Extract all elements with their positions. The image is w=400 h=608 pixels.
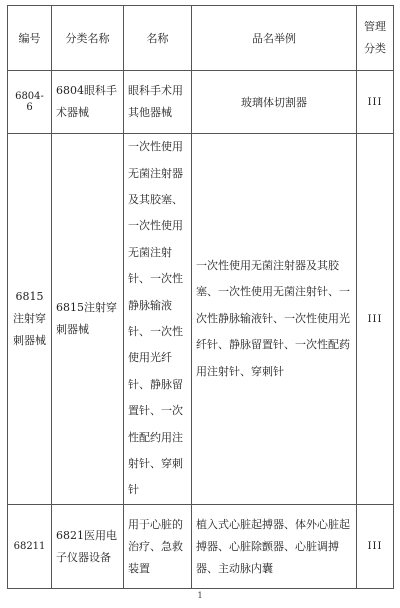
page-number: 1 [197, 591, 203, 600]
header-management: 管理分类 [357, 6, 394, 71]
cell-category: 6815注射穿刺器械 [52, 134, 124, 505]
cell-management: III [357, 71, 394, 134]
header-examples: 品名举例 [192, 6, 357, 71]
cell-code: 68211 [8, 505, 52, 589]
cell-management: III [357, 134, 394, 505]
cell-name: 一次性使用无菌注射器及其胶塞、一次性使用无菌注射针、一次性静脉输液针、一次性使用光纤针、静脉留置针、一次性配约用注射针、穿刺针 [124, 134, 192, 505]
table-row [8, 134, 394, 505]
cell-examples: 一次性使用无菌注射器及其胶塞、一次性使用无菌注射针、一次性静脉输液针、一次性使用光纤针、静脉留置针、一次性配药用注射针、穿刺针 [192, 134, 357, 505]
device-catalog-table [7, 5, 394, 589]
cell-category: 6821医用电子仪器设备 [52, 505, 124, 589]
table-header-row [8, 6, 394, 71]
header-category: 分类名称 [52, 6, 124, 71]
table-row [8, 505, 394, 589]
cell-management: III [357, 505, 394, 589]
cell-code: 6804-6 [8, 71, 52, 134]
cell-name: 用于心脏的治疗、急救装置 [124, 505, 192, 589]
header-code: 编号 [8, 6, 52, 71]
cell-examples: 植入式心脏起搏器、体外心脏起搏器、心脏除颤器、心脏调搏器、主动脉内囊 [192, 505, 357, 589]
header-name: 名称 [124, 6, 192, 71]
cell-category: 6804眼科手术器械 [52, 71, 124, 134]
cell-name: 眼科手术用其他器械 [124, 71, 192, 134]
cell-code: 6815注射穿刺器械 [8, 134, 52, 505]
cell-examples: 玻璃体切割器 [192, 71, 357, 134]
table-row [8, 71, 394, 134]
